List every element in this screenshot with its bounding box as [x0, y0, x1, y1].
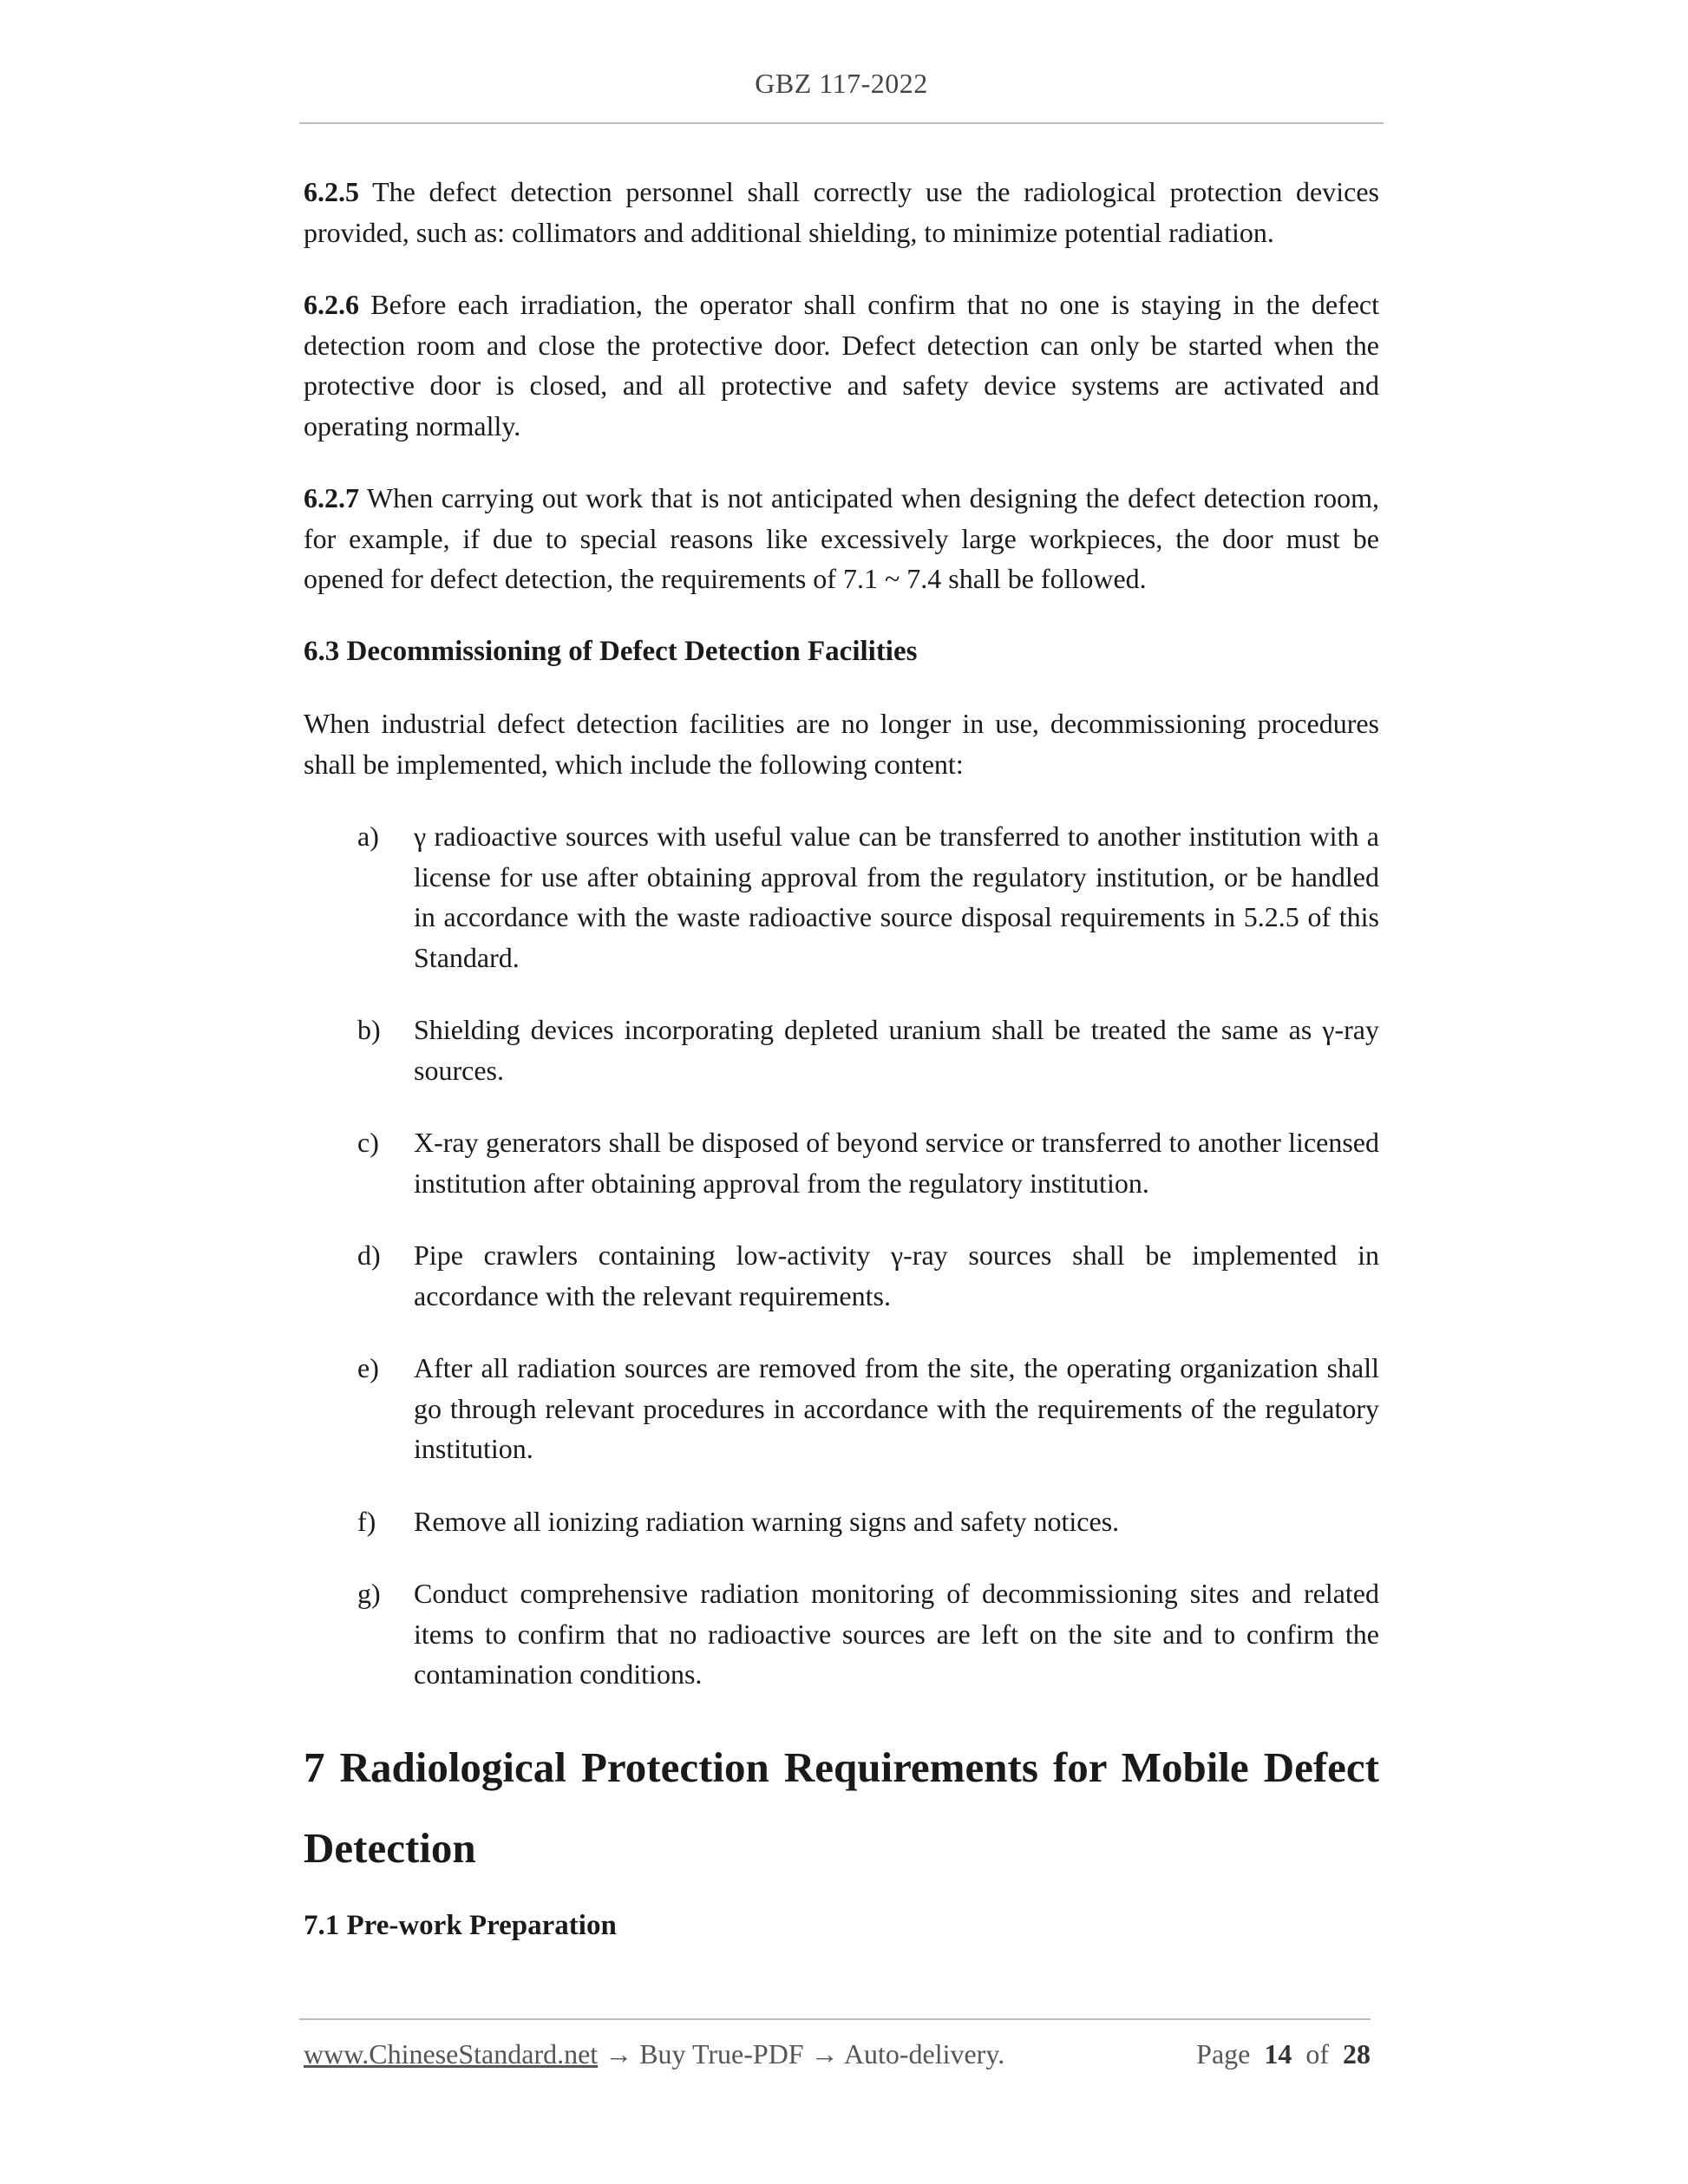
list-item-text: X-ray generators shall be disposed of beyond service or transferred to another licensed institution after obtaining approval from the regulatory institution.	[414, 1127, 1379, 1199]
list-item-text: After all radiation sources are removed from the site, the operating organization shall go through relevant procedures in accordance with the requirements of the regulatory institution.	[414, 1352, 1379, 1464]
list-marker: e)	[357, 1352, 379, 1383]
clause-6-2-7	[304, 478, 1379, 599]
running-header: GBZ 117-2022	[755, 68, 928, 99]
footer-promo-text: → Buy True-PDF → Auto-delivery.	[598, 2038, 1005, 2070]
list-marker: b)	[357, 1014, 381, 1045]
clause-6-2-5	[304, 172, 1379, 252]
clause-number: 6.2.7	[304, 482, 359, 513]
page-of: of	[1305, 2038, 1329, 2070]
page-current: 14	[1264, 2038, 1292, 2070]
list-item	[304, 1010, 1379, 1090]
chapter-7-heading: 7 Radiological Protection Requirements for Mobile Defect Detection	[304, 1743, 1379, 1872]
list-marker: c)	[357, 1127, 379, 1158]
list-marker: a)	[357, 821, 379, 852]
clause-number: 6.2.5	[304, 176, 359, 207]
list-item-text: Conduct comprehensive radiation monitoring of decommissioning sites and related items to confirm that no radioactive sources are left on the site and to confirm the contamination conditions.	[414, 1578, 1379, 1690]
list-marker: g)	[357, 1578, 381, 1609]
list-item	[304, 1235, 1379, 1316]
section-6-3-heading: 6.3 Decommissioning of Defect Detection Facilities	[304, 635, 918, 667]
list-item	[304, 1573, 1379, 1695]
list-item-text: Shielding devices incorporating depleted uranium shall be treated the same as γ-ray sources.	[414, 1014, 1379, 1086]
list-item	[304, 816, 1379, 978]
list-item-text: Remove all ionizing radiation warning signs and safety notices.	[414, 1505, 1120, 1537]
clause-text: When carrying out work that is not anticipated when designing the defect detection room, for example, if due to special reasons like excessively large workpieces, the door must be opened for defect detection, the requirements of 7.1 ~ 7.4 shall be followed.	[304, 482, 1379, 594]
list-item	[304, 1501, 1379, 1542]
section-6-3-intro: When industrial defect detection facilities are no longer in use, decommissioning procedures shall be implemented, which include the following content:	[304, 708, 1379, 780]
document-body	[304, 172, 1379, 1945]
header-divider	[299, 122, 1384, 124]
clause-6-2-6	[304, 284, 1379, 446]
list-marker: d)	[357, 1239, 381, 1271]
footer-divider	[299, 2018, 1371, 2020]
page-total: 28	[1343, 2038, 1371, 2070]
page-label: Page	[1196, 2038, 1251, 2070]
page-footer	[304, 2038, 1371, 2070]
list-item-text: Pipe crawlers containing low-activity γ-ray sources shall be implemented in accordance with the relevant requirements.	[414, 1239, 1379, 1311]
clause-text: Before each irradiation, the operator shall confirm that no one is staying in the defect detection room and close the protective door. Defect detection can only be started when the protective door is closed, and all protective and safety device systems are activated and operating normally.	[304, 289, 1379, 441]
section-7-1-heading: 7.1 Pre-work Preparation	[304, 1909, 617, 1941]
clause-text: The defect detection personnel shall correctly use the radiological protection devices provided, such as: collimators and additional shielding, to minimize potential radiation.	[304, 176, 1379, 248]
list-item	[304, 1348, 1379, 1469]
list-marker: f)	[357, 1505, 376, 1537]
site-link[interactable]: www.ChineseStandard.net	[304, 2038, 599, 2070]
list-item	[304, 1122, 1379, 1203]
clause-number: 6.2.6	[304, 289, 359, 320]
decommissioning-list	[304, 816, 1379, 1695]
page-number	[1196, 2038, 1371, 2070]
footer-promo	[304, 2038, 1004, 2070]
list-item-text: γ radioactive sources with useful value can be transferred to another institution with a license for use after obtaining approval from the regulatory institution, or be handled in accordance with the waste radioactive source disposal requirements in 5.2.5 of this Standard.	[414, 821, 1379, 973]
